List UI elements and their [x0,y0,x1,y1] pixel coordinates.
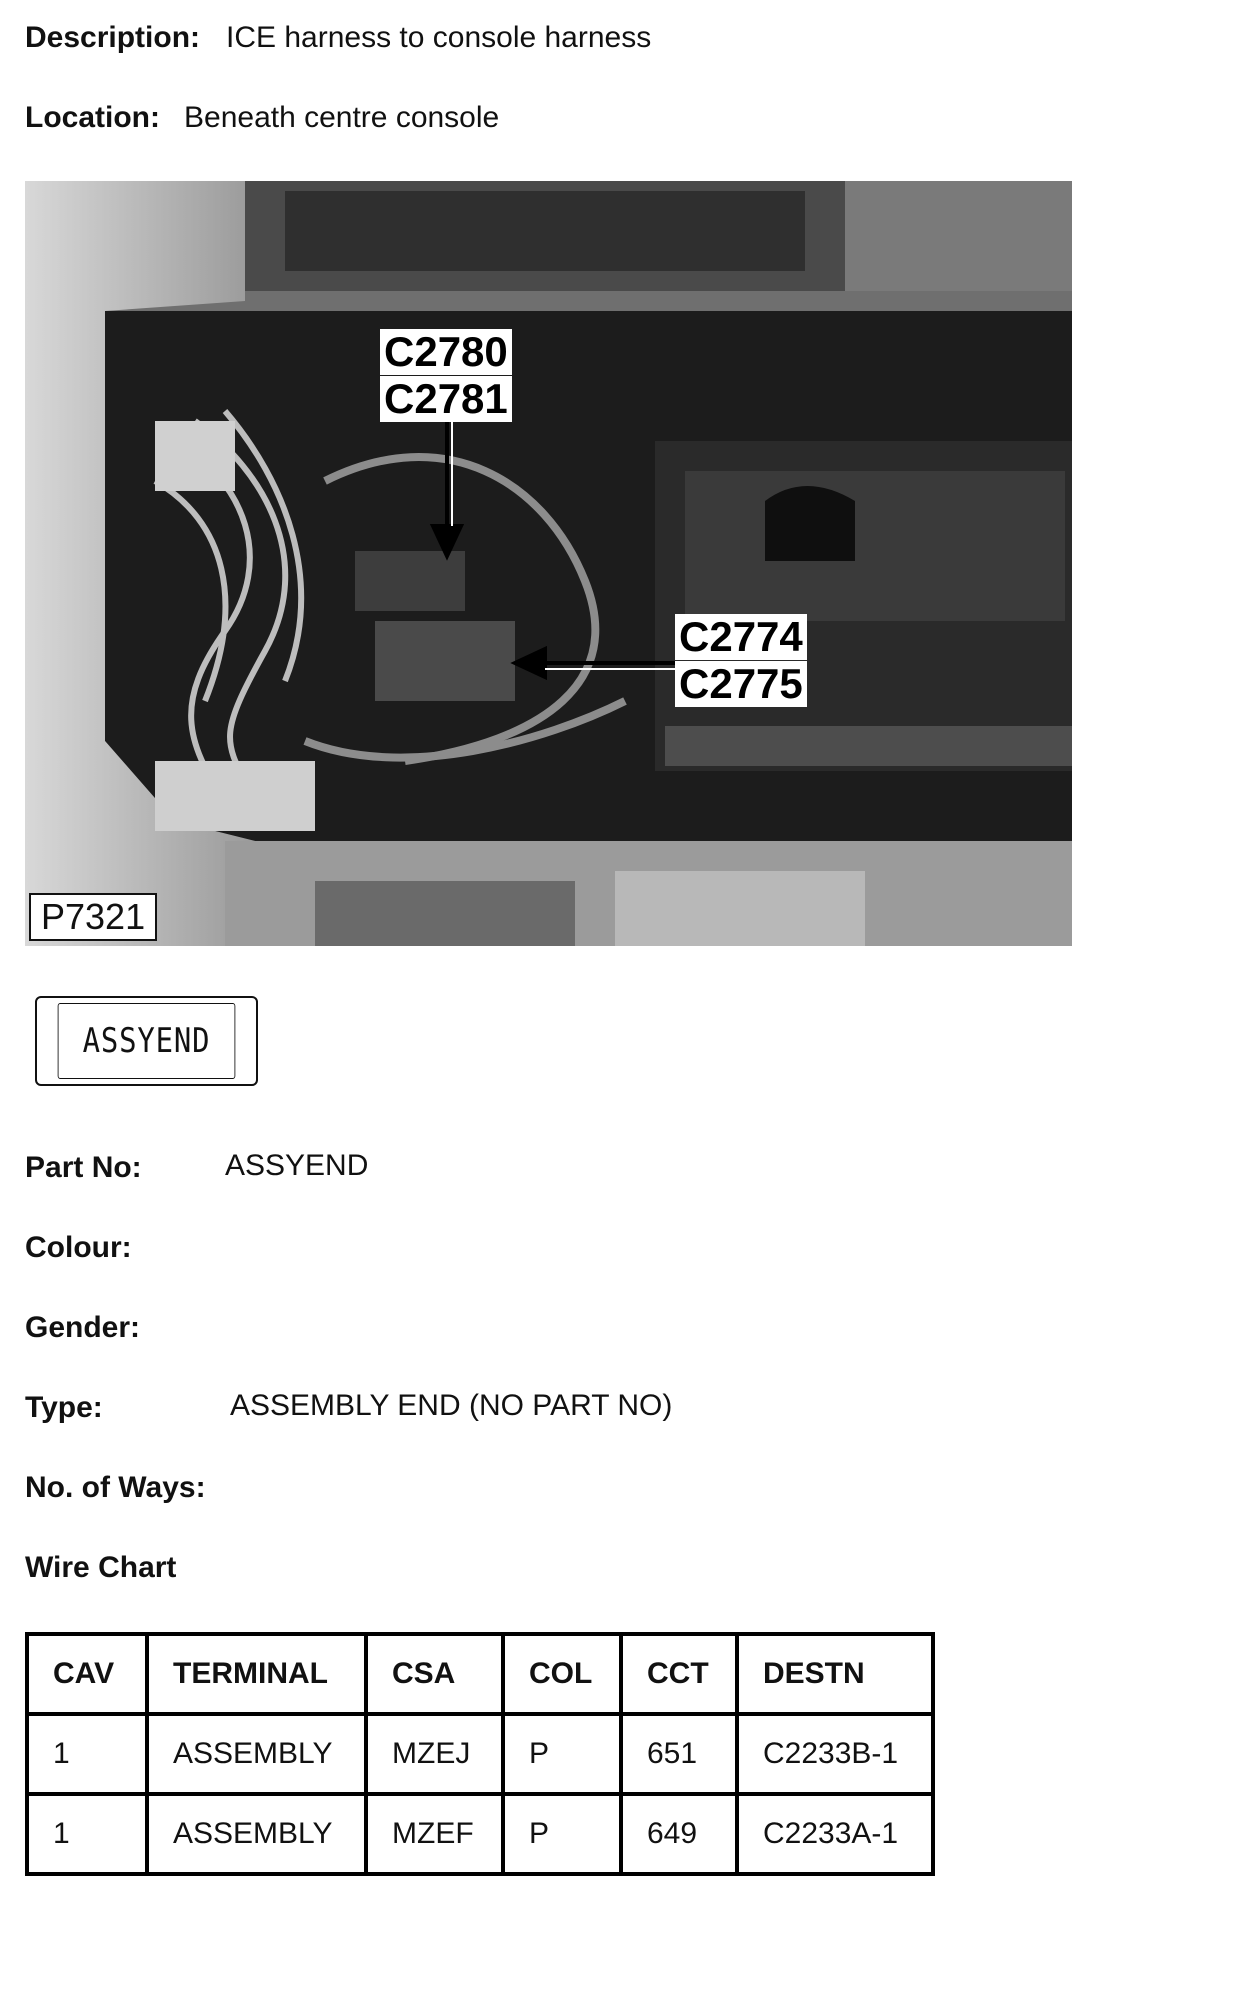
wire-chart-title: Wire Chart [25,1551,177,1584]
photo-illustration [25,181,1072,946]
column-header-cct: CCT [621,1634,737,1714]
location-value: Beneath centre console [184,101,500,134]
callout-c2780: C2780 [380,329,512,375]
cell-csa: MZEJ [366,1714,503,1794]
table-row [27,1714,933,1794]
wire-chart-table [25,1632,935,1876]
type-value: ASSEMBLY END (NO PART NO) [230,1389,673,1422]
column-header-cav: CAV [27,1634,147,1714]
type-label: Type: [25,1391,103,1424]
column-header-csa: CSA [366,1634,503,1714]
callout-c2775: C2775 [675,661,807,707]
cell-csa: MZEF [366,1794,503,1874]
table-row [27,1794,933,1874]
column-header-destn: DESTN [737,1634,933,1714]
connector-location-photo [25,181,1072,946]
column-header-col: COL [503,1634,621,1714]
photo-id-label: P7321 [29,893,157,941]
cell-cav: 1 [27,1794,147,1874]
cell-destn: C2233B-1 [737,1714,933,1794]
colour-label: Colour: [25,1231,132,1264]
location-row [25,100,160,136]
cell-terminal: ASSEMBLY [147,1714,366,1794]
cell-col: P [503,1714,621,1794]
cell-col: P [503,1794,621,1874]
part-badge [35,996,258,1086]
cell-cav: 1 [27,1714,147,1794]
description-row [25,20,200,56]
cell-cct: 649 [621,1794,737,1874]
cell-cct: 651 [621,1714,737,1794]
callout-c2781: C2781 [380,376,512,422]
description-value: ICE harness to console harness [226,21,652,54]
location-label: Location: [25,101,160,134]
table-header-row [27,1634,933,1714]
cell-destn: C2233A-1 [737,1794,933,1874]
part-badge-text: ASSYEND [58,1003,236,1079]
cell-terminal: ASSEMBLY [147,1794,366,1874]
column-header-terminal: TERMINAL [147,1634,366,1714]
part-no-label: Part No: [25,1151,142,1184]
gender-label: Gender: [25,1311,141,1344]
callout-c2774: C2774 [675,614,807,660]
part-no-value: ASSYEND [225,1149,369,1182]
description-label: Description: [25,21,201,54]
no-of-ways-label: No. of Ways: [25,1471,206,1504]
